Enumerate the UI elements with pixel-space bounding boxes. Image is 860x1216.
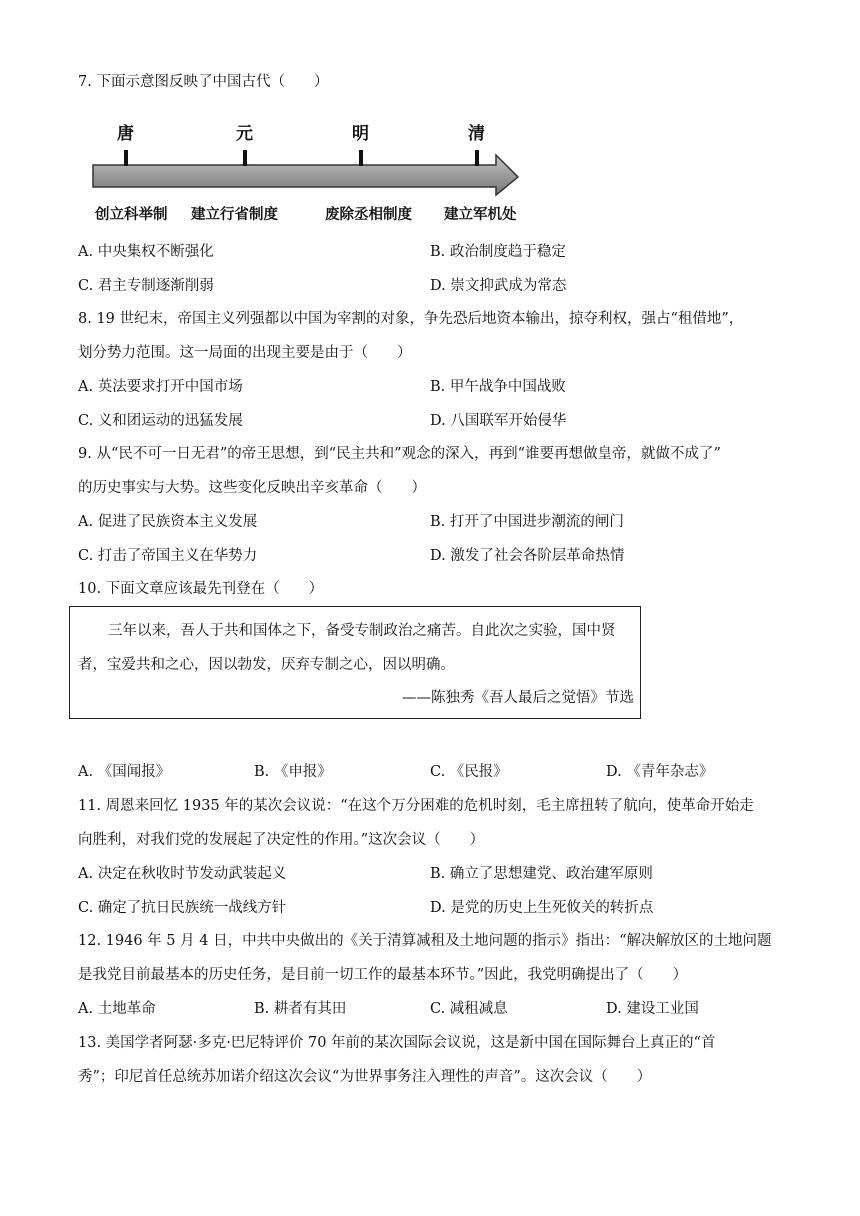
q8-stem-line-1: 8. 19 世纪末，帝国主义列强都以中国为宰割的对象，争先恐后地资本输出，掠夺利权，强占“租借地”， [78,311,744,327]
q11-option-c[interactable]: C. 确定了抗日民族统一战线方针 [78,900,287,916]
timeline-tick-qing [475,150,479,166]
q7-option-d[interactable]: D. 崇文抑武成为常态 [430,278,567,294]
q9-stem-line-1: 9. 从“民不可一日无君”的帝王思想，到“民主共和”观念的深入，再到“谁要再想做皇帝，就做不成了” [78,446,721,462]
q9-stem-line-2: 的历史事实与大势。这些变化反映出辛亥革命（ ） [78,480,426,496]
q12-stem-line-2: 是我党目前最基本的历史任务，是目前一切工作的最基本环节。”因此，我党明确提出了（ ） [78,967,688,983]
q10-option-c[interactable]: C. 《民报》 [430,764,508,780]
timeline-event-keju: 创立科举制 [95,207,168,223]
q11-stem-line-2: 向胜利，对我们党的发展起了决定性的作用。”这次会议（ ） [78,832,485,848]
q11-stem-line-1: 11. 周恩来回忆 1935 年的某次会议说：“在这个万分困难的危机时刻，毛主席扭转了航向，使革命开始走 [78,798,754,814]
quote-source: ——陈独秀《吾人最后之觉悟》节选 [402,690,634,706]
q12-option-a[interactable]: A. 土地革命 [78,1001,156,1017]
q11-option-b[interactable]: B. 确立了思想建党、政治建军原则 [430,866,653,882]
q8-stem-line-2: 划分势力范围。这一局面的出现主要是由于（ ） [78,345,412,361]
timeline-tick-tang [124,150,128,166]
q10-option-b[interactable]: B. 《申报》 [254,764,332,780]
quote-line-1: 三年以来，吾人于共和国体之下，备受专制政治之痛苦。自此次之实验，国中贤 [108,623,616,639]
timeline-tick-ming [359,150,363,166]
timeline-dynasty-yuan: 元 [236,124,253,144]
q9-option-c[interactable]: C. 打击了帝国主义在华势力 [78,548,258,564]
q8-option-b[interactable]: B. 甲午战争中国战败 [430,379,566,395]
q12-option-c[interactable]: C. 减租减息 [430,1001,508,1017]
timeline-arrow [93,155,518,195]
q7-option-b[interactable]: B. 政治制度趋于稳定 [430,244,566,260]
timeline-event-xingsheng: 建立行省制度 [191,207,278,223]
q10-stem: 10. 下面文章应该最先刊登在（ ） [78,581,324,597]
q9-option-a[interactable]: A. 促进了民族资本主义发展 [78,514,258,530]
timeline-diagram [88,150,528,200]
timeline-tick-yuan [243,150,247,166]
q7-option-c[interactable]: C. 君主专制逐渐削弱 [78,278,214,294]
timeline-dynasty-tang: 唐 [117,124,134,144]
q8-option-d[interactable]: D. 八国联军开始侵华 [430,413,567,429]
q7-option-a[interactable]: A. 中央集权不断强化 [78,244,214,260]
q8-option-c[interactable]: C. 义和团运动的迅猛发展 [78,413,243,429]
q13-stem-line-1: 13. 美国学者阿瑟·多克·巴尼特评价 70 年前的某次国际会议说，这是新中国在国际舞台上真正的“首 [78,1035,716,1051]
q9-option-b[interactable]: B. 打开了中国进步潮流的闸门 [430,514,624,530]
timeline-event-chengxiang: 废除丞相制度 [325,207,412,223]
q11-option-a[interactable]: A. 决定在秋收时节发动武装起义 [78,866,287,882]
q8-option-a[interactable]: A. 英法要求打开中国市场 [78,379,243,395]
q10-option-a[interactable]: A. 《国闻报》 [78,764,171,780]
q12-stem-line-1: 12. 1946 年 5 月 4 日，中共中央做出的《关于清算减租及土地问题的指示》指出：“解决解放区的土地问题 [78,933,772,949]
q12-option-d[interactable]: D. 建设工业国 [606,1001,699,1017]
timeline-dynasty-qing: 清 [468,124,485,144]
q10-option-d[interactable]: D. 《青年杂志》 [606,764,714,780]
q9-option-d[interactable]: D. 激发了社会各阶层革命热情 [430,548,625,564]
timeline-dynasty-ming: 明 [352,124,369,144]
q13-stem-line-2: 秀”；印尼首任总统苏加诺介绍这次会议“为世界事务注入理性的声音”。这次会议（ ） [78,1069,652,1085]
q12-option-b[interactable]: B. 耕者有其田 [254,1001,347,1017]
quote-line-2: 者，宝爱共和之心，因以勃发，厌弃专制之心，因以明确。 [78,657,455,673]
timeline-event-junjichu: 建立军机处 [444,207,517,223]
q11-option-d[interactable]: D. 是党的历史上生死攸关的转折点 [430,900,654,916]
q7-stem: 7. 下面示意图反映了中国古代（ ） [78,74,329,90]
